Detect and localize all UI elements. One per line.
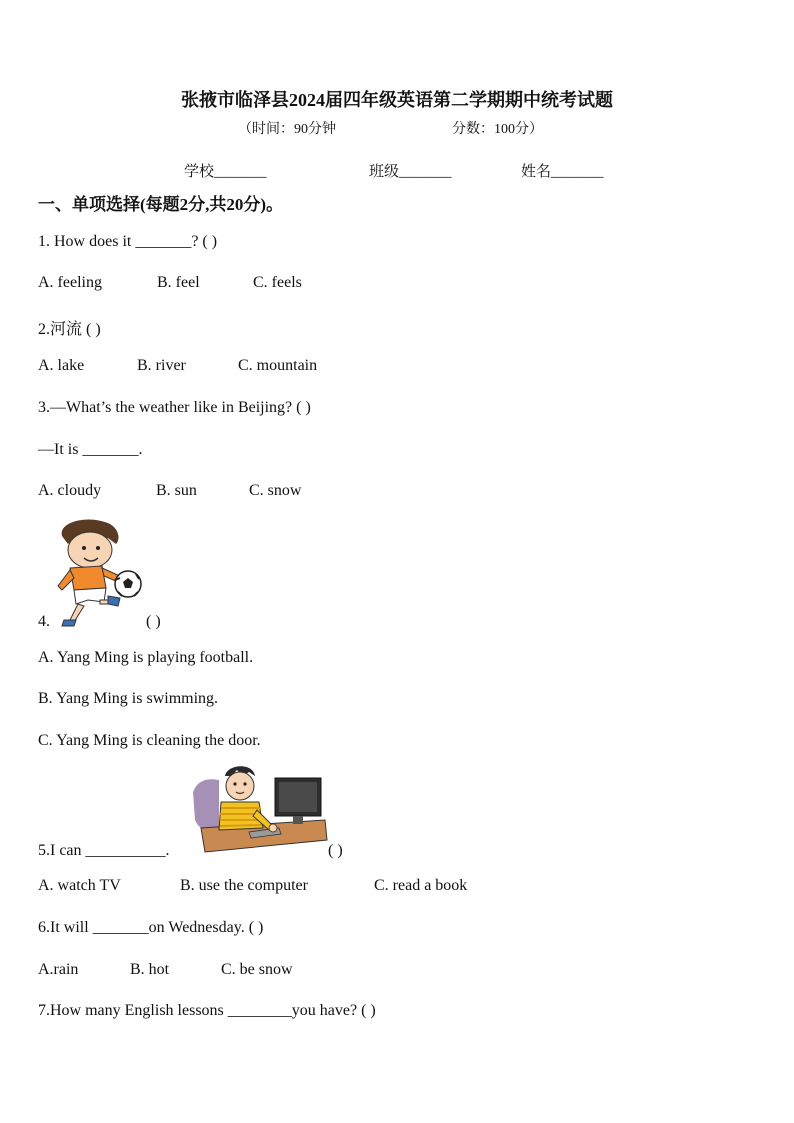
q5-option-c[interactable]: C. read a book [374, 877, 468, 894]
q1-option-b[interactable]: B. feel [157, 274, 200, 291]
question-1: 1. How does it _______? ( ) [38, 233, 218, 250]
q1-option-a[interactable]: A. feeling [38, 274, 102, 291]
exam-score: 分数：100分） [452, 122, 543, 137]
q2-option-c[interactable]: C. mountain [238, 357, 318, 374]
question-5: 5.I can __________. [38, 842, 170, 859]
q3-option-b[interactable]: B. sun [156, 482, 197, 499]
class-field[interactable]: 班级_______ [369, 164, 452, 180]
question-4-number: 4. [38, 613, 50, 630]
q3-option-a[interactable]: A. cloudy [38, 482, 102, 499]
question-7: 7.How many English lessons ________you have? ( ) [38, 1002, 376, 1019]
page-title: 张掖市临泽县2024届四年级英语第二学期期中统考试题 [181, 90, 613, 110]
exam-time: （时间：90分钟 [238, 122, 336, 137]
boy-kicking-football-image [48, 516, 144, 628]
q4-option-b[interactable]: B. Yang Ming is swimming. [38, 690, 219, 707]
q1-option-c[interactable]: C. feels [253, 274, 302, 291]
q5-option-b[interactable]: B. use the computer [180, 877, 308, 894]
q3-option-c[interactable]: C. snow [249, 482, 302, 499]
q2-option-b[interactable]: B. river [137, 357, 186, 374]
q4-option-c[interactable]: C. Yang Ming is cleaning the door. [38, 732, 261, 749]
q2-option-a[interactable]: A. lake [38, 357, 85, 374]
q6-option-c[interactable]: C. be snow [221, 961, 293, 978]
q6-option-a[interactable]: A.rain [38, 961, 79, 978]
question-3: 3.—What’s the weather like in Beijing? ( ) [38, 399, 311, 416]
name-field[interactable]: 姓名_______ [521, 164, 604, 180]
q5-option-a[interactable]: A. watch TV [38, 877, 121, 894]
question-3-answer-line: —It is _______. [38, 441, 143, 458]
q6-option-b[interactable]: B. hot [130, 961, 170, 978]
question-6: 6.It will _______on Wednesday. ( ) [38, 919, 264, 936]
boy-using-computer-image [189, 762, 331, 858]
q4-option-a[interactable]: A. Yang Ming is playing football. [38, 649, 254, 666]
question-4-paren: ( ) [146, 613, 161, 630]
question-2: 2.河流 ( ) [38, 321, 101, 338]
question-5-paren: ( ) [328, 842, 343, 859]
section-heading: 一、单项选择(每题2分,共20分)。 [38, 195, 284, 214]
school-field[interactable]: 学校_______ [184, 164, 267, 180]
